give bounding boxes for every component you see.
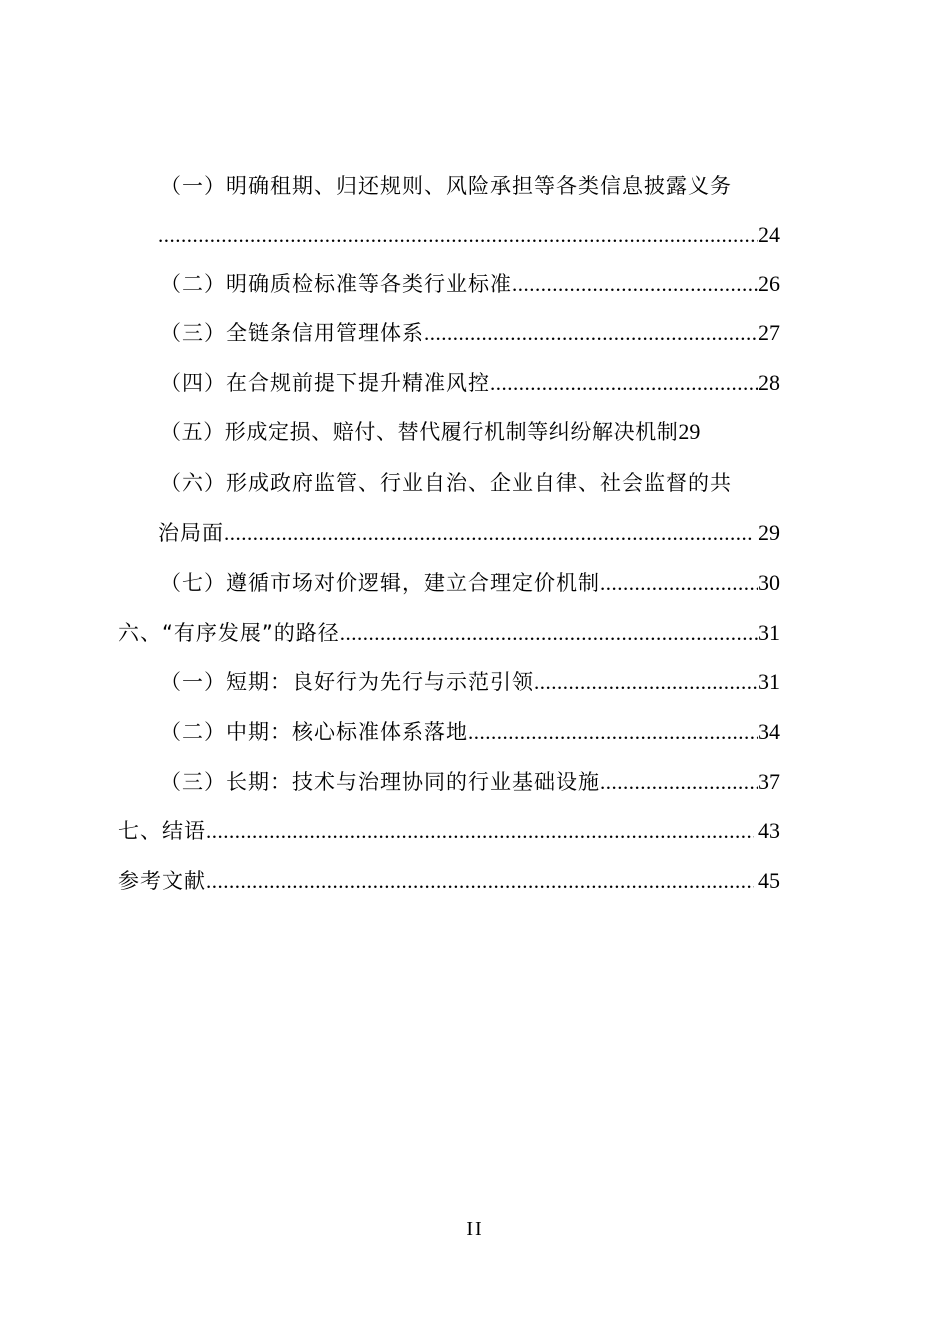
toc-page-number: 26	[758, 271, 780, 296]
toc-entry-title: （六）形成政府监管、行业自治、企业自律、社会监督的共	[160, 471, 732, 495]
toc-entry-title: （三）全链条信用管理体系	[160, 321, 424, 345]
toc-entry-title: 参考文献	[118, 869, 206, 893]
toc-entry-line1[interactable]	[160, 171, 840, 201]
toc-leader-dots	[340, 618, 758, 648]
toc-entry[interactable]	[160, 667, 780, 697]
toc-leader-dots	[424, 318, 758, 348]
toc-entry-title-continued: 治局面	[158, 521, 224, 545]
toc-leader-dots	[468, 717, 758, 747]
toc-entry[interactable]	[160, 318, 780, 348]
toc-entry-title: （七）遵循市场对价逻辑，建立合理定价机制	[160, 571, 600, 595]
toc-page-number: 31	[758, 669, 780, 694]
toc-page-number: 37	[758, 769, 780, 794]
toc-leader-dots	[490, 368, 758, 398]
toc-entry-title: （二）中期：核心标准体系落地	[160, 720, 468, 744]
toc-entry[interactable]	[160, 417, 800, 447]
toc-entry[interactable]	[160, 717, 780, 747]
toc-leader-dots	[534, 667, 758, 697]
toc-entry[interactable]	[160, 568, 780, 598]
toc-page-number: 31	[758, 620, 780, 645]
toc-entry-title: （四）在合规前提下提升精准风控	[160, 371, 490, 395]
toc-entry-title: 六、“有序发展”的路径	[118, 621, 340, 645]
toc-page-number: 45	[758, 868, 780, 893]
toc-page-number: 34	[758, 719, 780, 744]
toc-entry-line1[interactable]	[160, 468, 840, 498]
toc-entry-title: 七、结语	[118, 819, 206, 843]
toc-leader-dots	[600, 568, 758, 598]
toc-page-number: 43	[758, 818, 780, 843]
toc-leader-dots	[512, 269, 758, 299]
toc-leader-dots	[206, 816, 754, 846]
toc-page-number: 28	[758, 370, 780, 395]
toc-leader-dots	[158, 220, 758, 250]
toc-entry-title: （五）形成定损、赔付、替代履行机制等纠纷解决机制	[160, 420, 679, 444]
toc-entry-line2[interactable]	[158, 518, 780, 548]
toc-entry-title: （三）长期：技术与治理协同的行业基础设施	[160, 770, 600, 794]
toc-chapter-entry[interactable]	[118, 816, 780, 846]
toc-page-number: 24	[758, 222, 780, 247]
toc-leader-dots	[600, 767, 758, 797]
page-footer-number: II	[466, 1218, 484, 1240]
toc-entry[interactable]	[160, 767, 780, 797]
toc-entry-title: （一）明确租期、归还规则、风险承担等各类信息披露义务	[160, 174, 732, 198]
toc-leader-dots	[206, 866, 754, 896]
toc-leader-dots	[224, 518, 754, 548]
toc-page-number: 27	[758, 320, 780, 345]
toc-chapter-entry[interactable]	[118, 618, 780, 648]
toc-page-number: 29	[758, 520, 780, 545]
toc-entry[interactable]	[160, 269, 780, 299]
toc-chapter-entry[interactable]	[118, 866, 780, 896]
toc-page-number: 29	[678, 419, 701, 444]
toc-page-number: 30	[758, 570, 780, 595]
toc-entry-title: （二）明确质检标准等各类行业标准	[160, 272, 512, 296]
toc-entry-title: （一）短期：良好行为先行与示范引领	[160, 670, 534, 694]
toc-entry-line2[interactable]	[158, 220, 780, 250]
toc-entry[interactable]	[160, 368, 780, 398]
